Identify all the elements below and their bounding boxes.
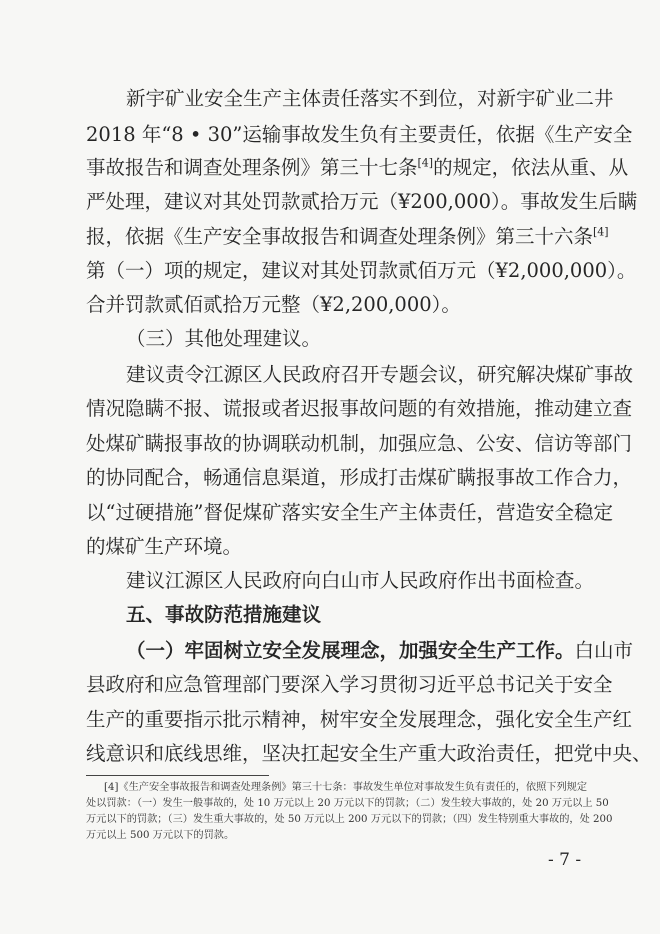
footnote-line: 万元以下的罚款；（三）发生重大事故的，处 50 万元以上 200 万元以下的罚款；（四）发生特别重大事故的，处 200 bbox=[86, 814, 613, 825]
body-line: 2018 年“8 • 30”运输事故发生负有主要责任，依据《生产安全 bbox=[86, 123, 633, 146]
body-text: 白山市 bbox=[574, 639, 634, 662]
body-line: 建议责令江源区人民政府召开专题会议，研究解决煤矿事故 bbox=[126, 363, 634, 386]
body-line: 生产的重要指示批示精神，树牢安全发展理念，强化安全生产红 bbox=[86, 708, 633, 731]
body-line: 的协同配合，畅通信息渠道，形成打击煤矿瞒报事故工作合力， bbox=[86, 466, 633, 489]
body-line: 第（一）项的规定，建议对其处罚款贰佰万元（¥2,000,000）。 bbox=[86, 259, 637, 282]
body-line bbox=[126, 636, 634, 670]
body-text: 事故报告和调查处理条例》第三十七条 bbox=[86, 156, 418, 179]
page-number: - 7 - bbox=[548, 850, 582, 870]
subsection-heading: （三）其他处理建议。 bbox=[126, 327, 322, 350]
body-line: 新宇矿业安全生产主体责任落实不到位，对新宇矿业二井 bbox=[126, 87, 614, 110]
footnote-line: 处以罚款：（一）发生一般事故的，处 10 万元以上 20 万元以下的罚款；（二）发生较大事故的，处 20 万元以上 50 bbox=[86, 798, 609, 809]
body-text: 报，依据《生产安全事故报告和调查处理条例》第三十六条 bbox=[86, 225, 594, 248]
body-line: 线意识和底线思维，坚决扛起安全生产重大政治责任，把党中央、 bbox=[86, 742, 652, 765]
body-line bbox=[86, 153, 629, 187]
body-line bbox=[86, 222, 609, 256]
section-heading: 五、事故防范措施建议 bbox=[126, 603, 322, 626]
footnote-line: [4]《生产安全事故报告和调查处理条例》第三十七条：事故发生单位对事故发生负有责任的，依照下列规定 bbox=[104, 782, 588, 793]
body-line: 的煤矿生产环境。 bbox=[86, 535, 243, 558]
body-text: 的规定，依法从重、从 bbox=[433, 156, 629, 179]
body-line: 处煤矿瞒报事故的协调联动机制，加强应急、公安、信访等部门 bbox=[86, 432, 633, 455]
body-line: 情况隐瞒不报、谎报或者迟报事故问题的有效措施，推动建立查 bbox=[86, 397, 633, 420]
body-line: 严处理，建议对其处罚款贰拾万元（¥200,000）。事故发生后瞒 bbox=[86, 190, 638, 213]
footnote-divider bbox=[86, 775, 269, 776]
footnote-ref: [4] bbox=[417, 156, 434, 170]
body-line: 合并罚款贰佰贰拾万元整（¥2,200,000）。 bbox=[86, 293, 461, 316]
body-line: 县政府和应急管理部门要深入学习贯彻习近平总书记关于安全 bbox=[86, 673, 613, 696]
body-line: 建议江源区人民政府向白山市人民政府作出书面检查。 bbox=[126, 569, 595, 592]
subsection-heading: （一）牢固树立安全发展理念，加强安全生产工作。 bbox=[126, 639, 575, 662]
body-line: 以“过硬措施”督促煤矿落实安全生产主体责任，营造安全稳定 bbox=[86, 501, 613, 524]
footnote-line: 万元以上 500 万元以下的罚款。 bbox=[86, 830, 235, 841]
footnote-ref: [4] bbox=[593, 225, 609, 239]
